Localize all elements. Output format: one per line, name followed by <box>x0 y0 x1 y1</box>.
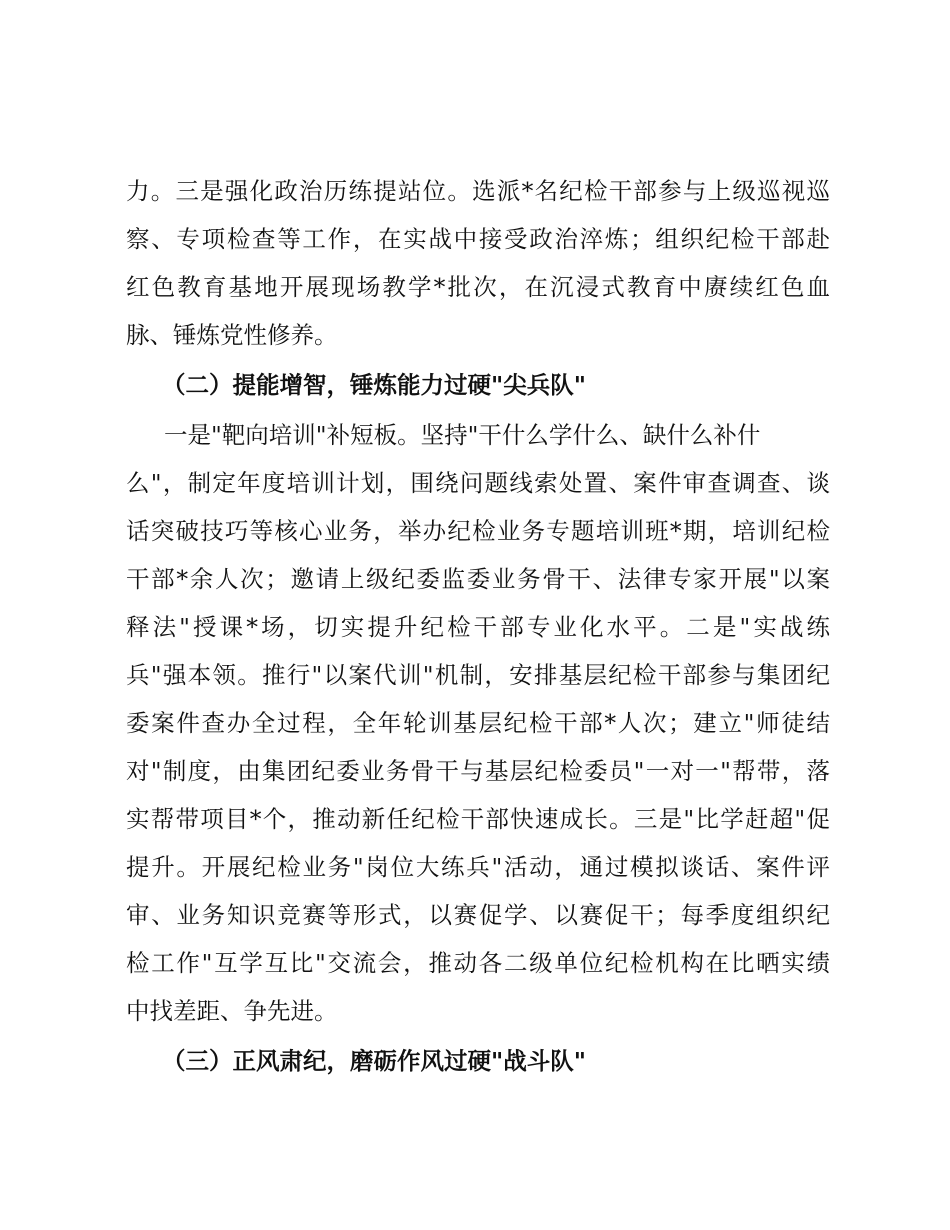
paragraph-line: 实帮带项目*个，推动新任纪检干部快速成长。三是"比学赶超"促 <box>126 805 830 833</box>
paragraph-2 <box>126 411 830 1035</box>
paragraph-line: 中找差距、争先进。 <box>126 997 338 1025</box>
paragraph-line: 话突破技巧等核心业务，举办纪检业务专题培训班*期，培训纪检 <box>126 517 830 545</box>
paragraph-line: 提升。开展纪检业务"岗位大练兵"活动，通过模拟谈话、案件评 <box>126 853 830 881</box>
paragraph-line: 干部*余人次；邀请上级纪委监委业务骨干、法律专家开展"以案 <box>126 565 830 593</box>
paragraph-line: 红色教育基地开展现场教学*批次，在沉浸式教育中赓续红色血 <box>126 273 830 301</box>
paragraph-line: 一是"靶向培训"补短板。坚持"干什么学什么、缺什么补什 <box>164 421 761 449</box>
paragraph-line: 力。三是强化政治历练提站位。选派*名纪检干部参与上级巡视巡 <box>126 177 830 205</box>
paragraph-line: 兵"强本领。推行"以案代训"机制，安排基层纪检干部参与集团纪 <box>126 661 830 689</box>
paragraph-line: 脉、锤炼党性修养。 <box>126 321 338 349</box>
paragraph-line: 审、业务知识竞赛等形式，以赛促学、以赛促干；每季度组织纪 <box>126 901 830 929</box>
paragraph-line: 对"制度，由集团纪委业务骨干与基层纪检委员"一对一"帮带，落 <box>126 757 830 785</box>
section-heading: （二）提能增智，锤炼能力过硬"尖兵队" <box>162 371 586 399</box>
paragraph-line: 检工作"互学互比"交流会，推动各二级单位纪检机构在比晒实绩 <box>126 949 830 977</box>
paragraph-1 <box>126 167 830 359</box>
paragraph-line: 察、专项检查等工作，在实战中接受政治淬炼；组织纪检干部赴 <box>126 225 830 253</box>
paragraph-line: 么"，制定年度培训计划，围绕问题线索处置、案件审查调查、谈 <box>126 469 830 497</box>
paragraph-line: 释法"授课*场，切实提升纪检干部专业化水平。二是"实战练 <box>126 613 830 641</box>
document-body <box>126 167 830 1085</box>
paragraph-line: 委案件查办全过程，全年轮训基层纪检干部*人次；建立"师徒结 <box>126 709 830 737</box>
section-heading: （三）正风肃纪，磨砺作风过硬"战斗队" <box>162 1047 586 1075</box>
